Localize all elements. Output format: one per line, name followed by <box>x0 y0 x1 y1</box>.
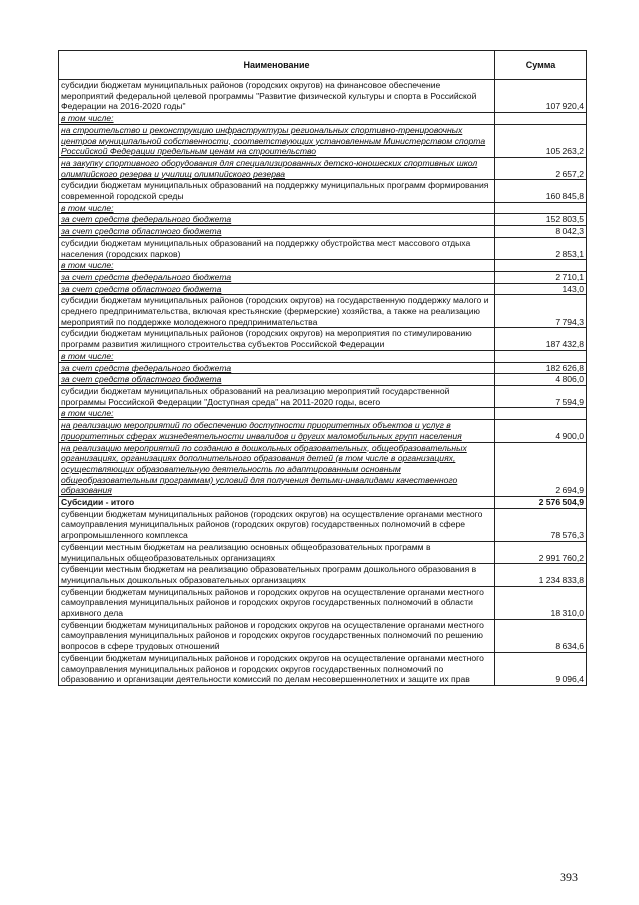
table-row <box>59 497 587 509</box>
table-row <box>59 374 587 386</box>
row-sum-cell: 152 803,5 <box>495 214 587 226</box>
table-body <box>59 80 587 686</box>
row-name-cell: субсидии бюджетам муниципальных районов (городских округов) на финансовое обеспечение мероприятий федеральной целевой программы "Развитие физической культуры и спорта в Российской Федерации на 2016-2020 годы" <box>59 80 495 113</box>
row-name-cell: за счет средств федерального бюджета <box>59 214 495 226</box>
row-sum-cell: 4 806,0 <box>495 374 587 386</box>
row-name-cell: в том числе: <box>59 113 495 125</box>
row-name-cell: на реализацию мероприятий по созданию в дошкольных образовательных, общеобразовательных организациях, организациях дополнительного образования детей (в том числе в организациях, осуществляющих образовательную деятельность по адаптированным основным общеобразовательным программам) условий для получения детьми-инвалидами качественного образования <box>59 442 495 497</box>
row-name-cell: субсидии бюджетам муниципальных районов (городских округов) на мероприятия по стимулированию программ развития жилищного строительства субъектов Российской Федерации <box>59 328 495 350</box>
page-number: 393 <box>560 870 578 884</box>
row-sum-cell: 160 845,8 <box>495 180 587 202</box>
row-name-cell: в том числе: <box>59 408 495 420</box>
row-name-cell: за счет средств областного бюджета <box>59 283 495 295</box>
row-sum-cell: 4 900,0 <box>495 420 587 442</box>
table-row <box>59 442 587 497</box>
table-row <box>59 80 587 113</box>
table-row <box>59 541 587 563</box>
row-name-cell: Субсидии - итого <box>59 497 495 509</box>
table-row <box>59 214 587 226</box>
table-row <box>59 283 587 295</box>
row-sum-cell: 8 042,3 <box>495 226 587 238</box>
table-row <box>59 652 587 685</box>
table-row <box>59 408 587 420</box>
row-name-cell: на реализацию мероприятий по обеспечению доступности приоритетных объектов и услуг в приоритетных сферах жизнедеятельности инвалидов и других маломобильных групп населения <box>59 420 495 442</box>
table-row <box>59 113 587 125</box>
row-sum-cell: 2 991 760,2 <box>495 541 587 563</box>
table-row <box>59 202 587 214</box>
table-row <box>59 508 587 541</box>
table-row <box>59 362 587 374</box>
row-sum-cell: 182 626,8 <box>495 362 587 374</box>
table-row <box>59 420 587 442</box>
table-row <box>59 564 587 586</box>
table-row <box>59 157 587 179</box>
row-name-cell: субвенции бюджетам муниципальных районов и городских округов на осуществление органами местного самоуправления муниципальных районов и городских округов государственных полномочий по решению вопросов в сфере трудовых отношений <box>59 619 495 652</box>
row-name-cell: субвенции бюджетам муниципальных районов и городских округов на осуществление органами местного самоуправления муниципальных районов и городских округов государственных полномочий в области архивного дела <box>59 586 495 619</box>
row-name-cell: субвенции бюджетам муниципальных районов (городских округов) на осуществление органами местного самоуправления муниципальных районов (городских округов) государственных полномочий в сфере агропромышленного комплекса <box>59 508 495 541</box>
row-sum-cell: 7 794,3 <box>495 295 587 328</box>
row-name-cell: субсидии бюджетам муниципальных образований на поддержку муниципальных программ формирования современной городской среды <box>59 180 495 202</box>
row-sum-cell: 2 853,1 <box>495 237 587 259</box>
row-name-cell: на строительство и реконструкцию инфраструктуры региональных спортивно-тренировочных центров муниципальной собственности, соответствующих установленным Министерством спорта Российской Федерации предельным ценам на строительство <box>59 124 495 157</box>
row-sum-cell: 2 657,2 <box>495 157 587 179</box>
table-row <box>59 619 587 652</box>
table-row <box>59 350 587 362</box>
header-name: Наименование <box>59 51 495 80</box>
table-row <box>59 237 587 259</box>
row-sum-cell: 8 634,6 <box>495 619 587 652</box>
table-row <box>59 586 587 619</box>
row-name-cell: субсидии бюджетам муниципальных образований на поддержку обустройства мест массового отдыха населения (городских парков) <box>59 237 495 259</box>
row-sum-cell: 105 263,2 <box>495 124 587 157</box>
table-row <box>59 328 587 350</box>
row-name-cell: на закупку спортивного оборудования для специализированных детско-юношеских спортивных школ олимпийского резерва и училищ олимпийского резерва <box>59 157 495 179</box>
row-name-cell: за счет средств областного бюджета <box>59 374 495 386</box>
row-name-cell: субвенции бюджетам муниципальных районов и городских округов на осуществление органами местного самоуправления муниципальных районов и городских округов государственных полномочий по образованию и организации деятельности комиссий по делам несовершеннолетних и защите их прав <box>59 652 495 685</box>
row-sum-cell: 78 576,3 <box>495 508 587 541</box>
table-row <box>59 260 587 272</box>
row-sum-cell <box>495 408 587 420</box>
row-sum-cell: 9 096,4 <box>495 652 587 685</box>
row-sum-cell <box>495 350 587 362</box>
row-sum-cell: 2 694,9 <box>495 442 587 497</box>
row-name-cell: субвенции местным бюджетам на реализацию образовательных программ дошкольного образования в муниципальных дошкольных образовательных организациях <box>59 564 495 586</box>
row-name-cell: за счет средств федерального бюджета <box>59 271 495 283</box>
row-name-cell: в том числе: <box>59 260 495 272</box>
budget-table <box>58 50 587 686</box>
row-sum-cell <box>495 202 587 214</box>
table-row <box>59 271 587 283</box>
row-name-cell: субсидии бюджетам муниципальных районов (городских округов) на государственную поддержку малого и среднего предпринимательства, включая крестьянские (фермерские) хозяйства, а также на реализацию мероприятий по поддержке молодежного предпринимательства <box>59 295 495 328</box>
row-sum-cell: 2 710,1 <box>495 271 587 283</box>
row-sum-cell: 187 432,8 <box>495 328 587 350</box>
table-row <box>59 385 587 407</box>
header-sum: Сумма <box>495 51 587 80</box>
row-name-cell: за счет средств федерального бюджета <box>59 362 495 374</box>
row-sum-cell: 2 576 504,9 <box>495 497 587 509</box>
row-name-cell: в том числе: <box>59 202 495 214</box>
table-row <box>59 180 587 202</box>
row-sum-cell: 143,0 <box>495 283 587 295</box>
row-sum-cell: 107 920,4 <box>495 80 587 113</box>
row-sum-cell: 7 594,9 <box>495 385 587 407</box>
row-name-cell: в том числе: <box>59 350 495 362</box>
table-row <box>59 226 587 238</box>
row-sum-cell: 18 310,0 <box>495 586 587 619</box>
row-name-cell: за счет средств областного бюджета <box>59 226 495 238</box>
row-sum-cell <box>495 260 587 272</box>
table-header-row <box>59 51 587 80</box>
row-sum-cell: 1 234 833,8 <box>495 564 587 586</box>
table-row <box>59 124 587 157</box>
row-sum-cell <box>495 113 587 125</box>
row-name-cell: субвенции местным бюджетам на реализацию основных общеобразовательных программ в муниципальных общеобразовательных организациях <box>59 541 495 563</box>
table-row <box>59 295 587 328</box>
row-name-cell: субсидии бюджетам муниципальных образований на реализацию мероприятий государственной программы Российской Федерации "Доступная среда" на 2011-2020 годы, всего <box>59 385 495 407</box>
